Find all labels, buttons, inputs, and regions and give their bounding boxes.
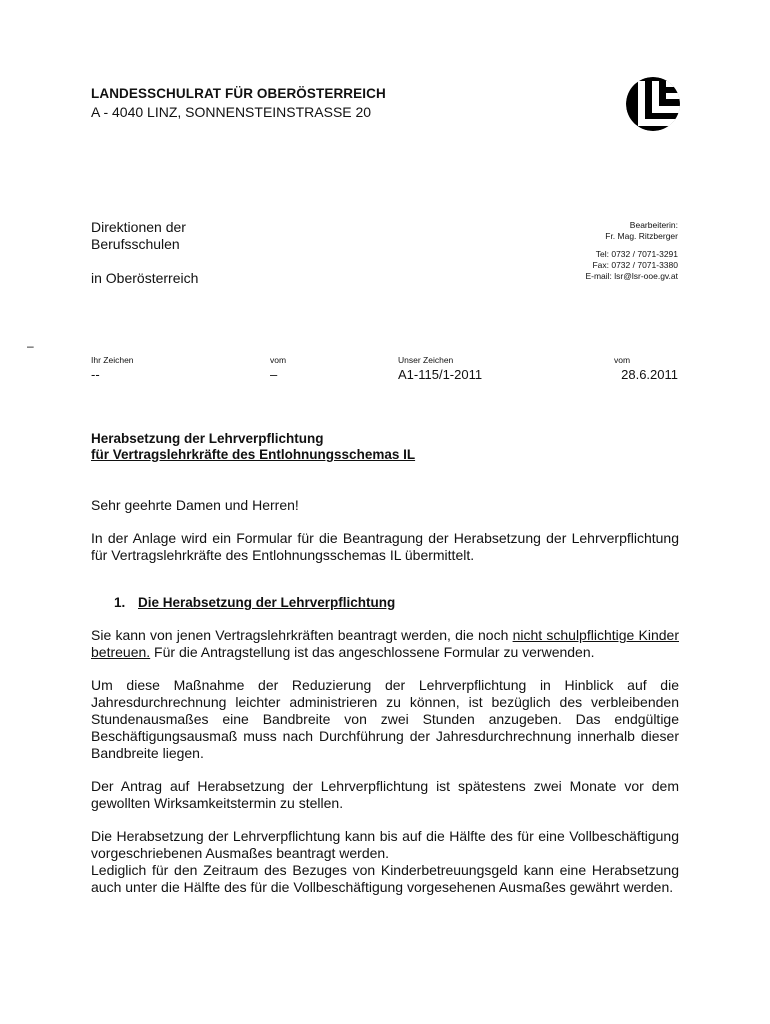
contact-block bbox=[585, 220, 678, 282]
vom-date-label: vom bbox=[614, 355, 631, 365]
subject-line: für Vertragslehrkräfte des Entlohnungsschemas IL bbox=[91, 447, 416, 462]
margin-mark: – bbox=[27, 339, 34, 353]
text-run: Für die Antragstellung ist das angeschlossene Formular zu verwenden. bbox=[150, 644, 595, 660]
contact-email: E-mail: lsr@lsr-ooe.gv.at bbox=[585, 271, 678, 281]
body-paragraph: Um diese Maßnahme der Reduzierung der Lehrverpflichtung in Hinblick auf die Jahresdurchrechnung leichter administrieren zu können, ist bezüglich des verbleibenden Stundenausmaßes eine Bandbreite von zwei Stunden anzugeben. Das endgültige Beschäftigungsausmaß muss nach Durchführung der Jahresdurchrechnung innerhalb dieser Bandbreite liegen. bbox=[91, 677, 679, 761]
recipient-line: Direktionen der bbox=[91, 219, 186, 235]
contact-fax: Fax: 0732 / 7071-3380 bbox=[592, 260, 678, 270]
vom-value: – bbox=[270, 367, 278, 382]
contact-tel: Tel: 0732 / 7071-3291 bbox=[595, 249, 678, 259]
organization-name: LANDESSCHULRAT FÜR OBERÖSTERREICH bbox=[91, 86, 386, 101]
body-paragraph: Lediglich für den Zeitraum des Bezuges von Kinderbetreuungsgeld kann eine Herabsetzung auch unter die Hälfte des für die Vollbeschäftigung vorgesehenen Ausmaßes gewährt werden. bbox=[91, 862, 679, 895]
body-paragraph: Der Antrag auf Herabsetzung der Lehrverpflichtung ist spätestens zwei Monate vor dem gewollten Wirksamkeitstermin zu stellen. bbox=[91, 778, 679, 811]
letter-body bbox=[91, 497, 679, 912]
salutation: Sehr geehrte Damen und Herren! bbox=[91, 497, 299, 513]
intro-paragraph: In der Anlage wird ein Formular für die Beantragung der Herabsetzung der Lehrverpflichtung für Vertragslehrkräfte des Entlohnungsschemas IL übermittelt. bbox=[91, 530, 679, 563]
unser-zeichen-label: Unser Zeichen bbox=[398, 355, 454, 365]
vom-date-value: 28.6.2011 bbox=[621, 367, 678, 382]
section-number: 1. bbox=[114, 595, 126, 610]
body-paragraph bbox=[91, 627, 679, 661]
letter-subject bbox=[91, 431, 415, 463]
ihr-zeichen-label: Ihr Zeichen bbox=[91, 355, 134, 365]
subject-line: Herabsetzung der Lehrverpflichtung bbox=[91, 431, 324, 446]
recipient-line: Berufsschulen bbox=[91, 236, 180, 252]
underlined-text: nicht schulpflichtige Kinder betreuen. bbox=[91, 627, 679, 660]
organization-address: A - 4040 LINZ, SONNENSTEINSTRASSE 20 bbox=[91, 104, 372, 120]
recipient-address bbox=[91, 219, 198, 287]
text-run: Sie kann von jenen Vertragslehrkräften beantragt werden, die noch bbox=[91, 627, 513, 643]
body-paragraph: Die Herabsetzung der Lehrverpflichtung kann bis auf die Hälfte des für eine Vollbeschäftigung vorgeschriebenen Ausmaßes beantragt werden. bbox=[91, 828, 679, 861]
contact-role: Bearbeiterin: bbox=[629, 220, 678, 230]
recipient-line: in Oberösterreich bbox=[91, 270, 199, 286]
section-heading bbox=[114, 594, 679, 611]
vom-label: vom bbox=[270, 355, 287, 365]
ihr-zeichen-value: -- bbox=[91, 367, 100, 382]
unser-zeichen-value: A1-115/1-2011 bbox=[398, 367, 483, 382]
section-title: Die Herabsetzung der Lehrverpflichtung bbox=[138, 595, 396, 610]
contact-name: Fr. Mag. Ritzberger bbox=[605, 231, 678, 241]
organization-logo bbox=[626, 77, 680, 131]
